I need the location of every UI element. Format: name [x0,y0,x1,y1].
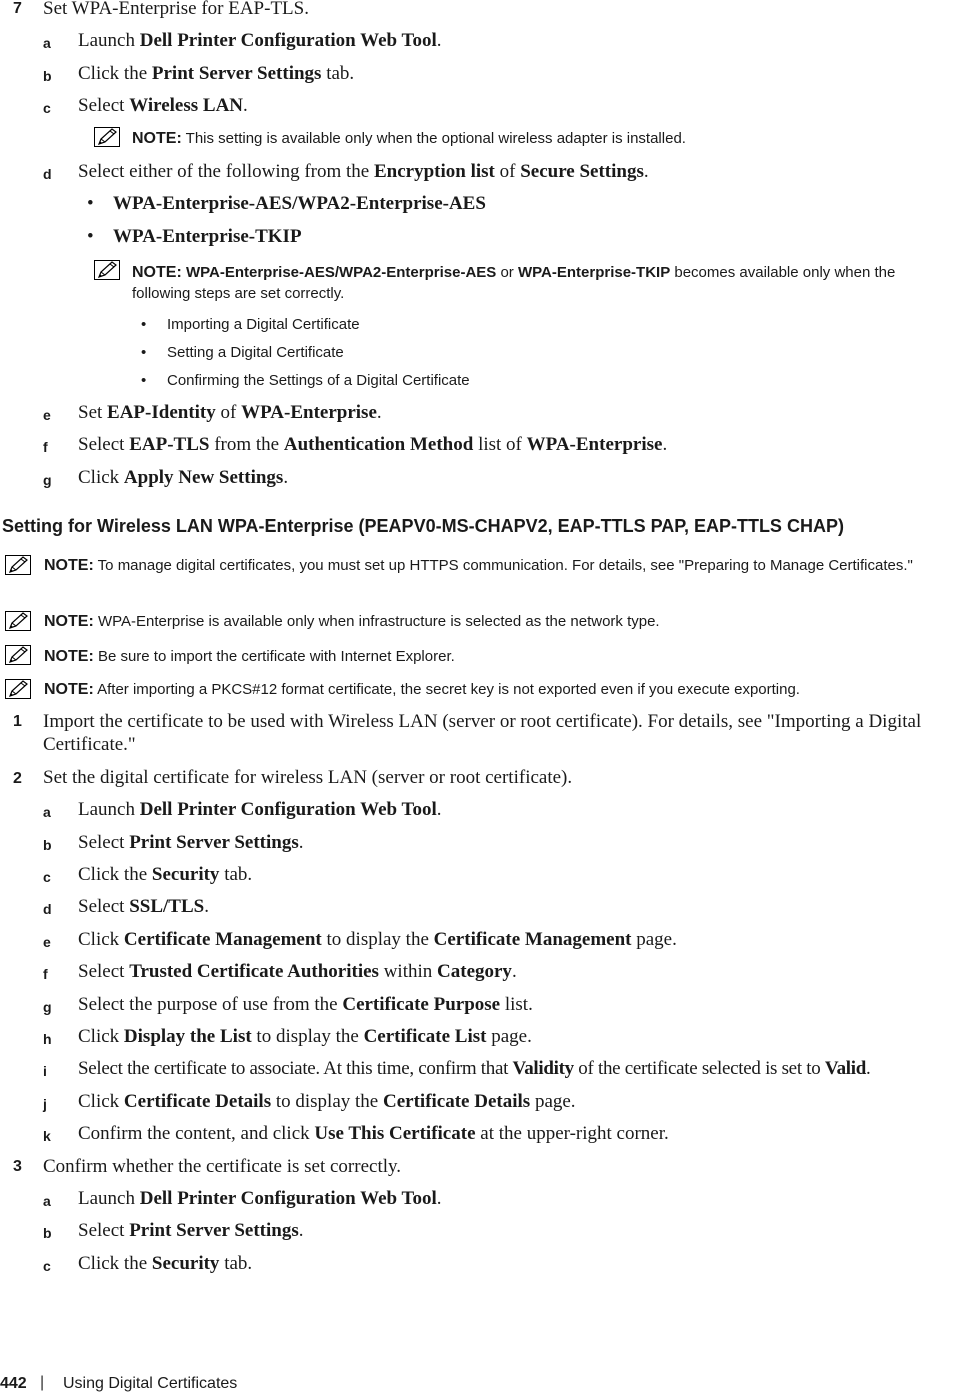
substep-letter: i [43,1063,47,1079]
note: NOTE: WPA-Enterprise is available only when infrastructure is selected as the network type. [44,613,660,630]
step-text: Set the digital certificate for wireless LAN (server or root certificate). [43,767,573,788]
step-text: Certificate." [43,734,136,755]
substep-letter: g [43,999,52,1015]
substep-letter: c [43,100,51,116]
substep-letter: c [43,869,51,885]
substep-letter: b [43,837,52,853]
note: NOTE: Be sure to import the certificate with Internet Explorer. [44,648,455,665]
substep-text: Select the purpose of use from the Certificate Purpose list. [78,994,533,1015]
substep-text: Select Print Server Settings. [78,832,304,853]
substep-letter: k [43,1128,51,1144]
substep-letter: a [43,1193,51,1209]
bullet-mark: • [87,193,94,214]
note-list-item: Importing a Digital Certificate [167,316,360,333]
bullet-mark: • [87,226,94,247]
substep-text: Launch Dell Printer Configuration Web Tool. [78,1188,442,1209]
note-pencil-icon [94,260,120,280]
substep-letter: g [43,472,52,488]
substep-text: Click Certificate Management to display the Certificate Management page. [78,929,677,950]
substep-letter: f [43,966,48,982]
note-list-item: Confirming the Settings of a Digital Certificate [167,372,470,389]
page-number: 442 [0,1375,27,1392]
substep-text: Click Certificate Details to display the Certificate Details page. [78,1091,576,1112]
step-number: 7 [13,0,22,17]
substep-text: Set EAP-Identity of WPA-Enterprise. [78,402,382,423]
section-heading: Setting for Wireless LAN WPA-Enterprise (PEAPV0-MS-CHAPV2, EAP-TTLS PAP, EAP-TTLS CHAP) [2,516,844,536]
bullet-mark: • [141,344,147,361]
note-pencil-icon [5,555,31,575]
substep-text: Select EAP-TLS from the Authentication Method list of WPA-Enterprise. [78,434,668,455]
substep-text: Click the Security tab. [78,1253,253,1274]
substep-text: Click the Print Server Settings tab. [78,63,355,84]
note: NOTE: After importing a PKCS#12 format certificate, the secret key is not exported even if you execute exporting. [44,681,800,698]
substep-letter: b [43,68,52,84]
note: NOTE: This setting is available only when the optional wireless adapter is installed. [132,130,686,147]
note-pencil-icon [5,645,31,665]
substep-text: Select SSL/TLS. [78,896,209,917]
bullet-item: WPA-Enterprise-AES/WPA2-Enterprise-AES [113,193,486,214]
note-pencil-icon [5,679,31,699]
substep-text: Select Trusted Certificate Authorities within Category. [78,961,517,982]
note-list-item: Setting a Digital Certificate [167,344,344,361]
substep-text: Launch Dell Printer Configuration Web Tool. [78,799,442,820]
step-text: Set WPA-Enterprise for EAP-TLS. [43,0,309,19]
substep-text: Select either of the following from the Encryption list of Secure Settings. [78,161,649,182]
step-number: 3 [13,1158,22,1175]
substep-text: Click the Security tab. [78,864,253,885]
substep-letter: j [43,1096,47,1112]
step-text: Confirm whether the certificate is set correctly. [43,1156,402,1177]
substep-text: Select the certificate to associate. At this time, confirm that Validity of the certificate selected is set to Valid. [78,1058,871,1079]
note-pencil-icon [5,611,31,631]
note: NOTE: To manage digital certificates, you must set up HTTPS communication. For details, see "Preparing to Manage Certificates." [44,557,913,574]
footer-section-title: Using Digital Certificates [63,1375,238,1392]
step-number: 1 [13,713,22,730]
step-text: Import the certificate to be used with Wireless LAN (server or root certificate). For details, see "Importing a Digital [43,711,922,732]
step-number: 2 [13,770,22,787]
substep-text: Confirm the content, and click Use This Certificate at the upper-right corner. [78,1123,669,1144]
bullet-item: WPA-Enterprise-TKIP [113,226,302,247]
substep-letter: h [43,1031,52,1047]
substep-letter: b [43,1225,52,1241]
substep-text: Click Display the List to display the Certificate List page. [78,1026,532,1047]
note: NOTE: WPA-Enterprise-AES/WPA2-Enterprise-AES or WPA-Enterprise-TKIP becomes available only when the following steps are set correctly. [132,264,896,302]
bullet-mark: • [141,372,147,389]
substep-letter: c [43,1258,51,1274]
note-pencil-icon [94,127,120,147]
substep-text: Click Apply New Settings. [78,467,289,488]
substep-letter: e [43,934,51,950]
substep-text: Launch Dell Printer Configuration Web Tool. [78,30,442,51]
substep-text: Select Wireless LAN. [78,95,248,116]
footer-separator: | [40,1374,45,1391]
substep-letter: a [43,804,51,820]
substep-letter: f [43,439,48,455]
substep-text: Select Print Server Settings. [78,1220,304,1241]
substep-letter: e [43,407,51,423]
substep-letter: d [43,901,52,917]
substep-letter: d [43,166,52,182]
substep-letter: a [43,35,51,51]
bullet-mark: • [141,316,147,333]
